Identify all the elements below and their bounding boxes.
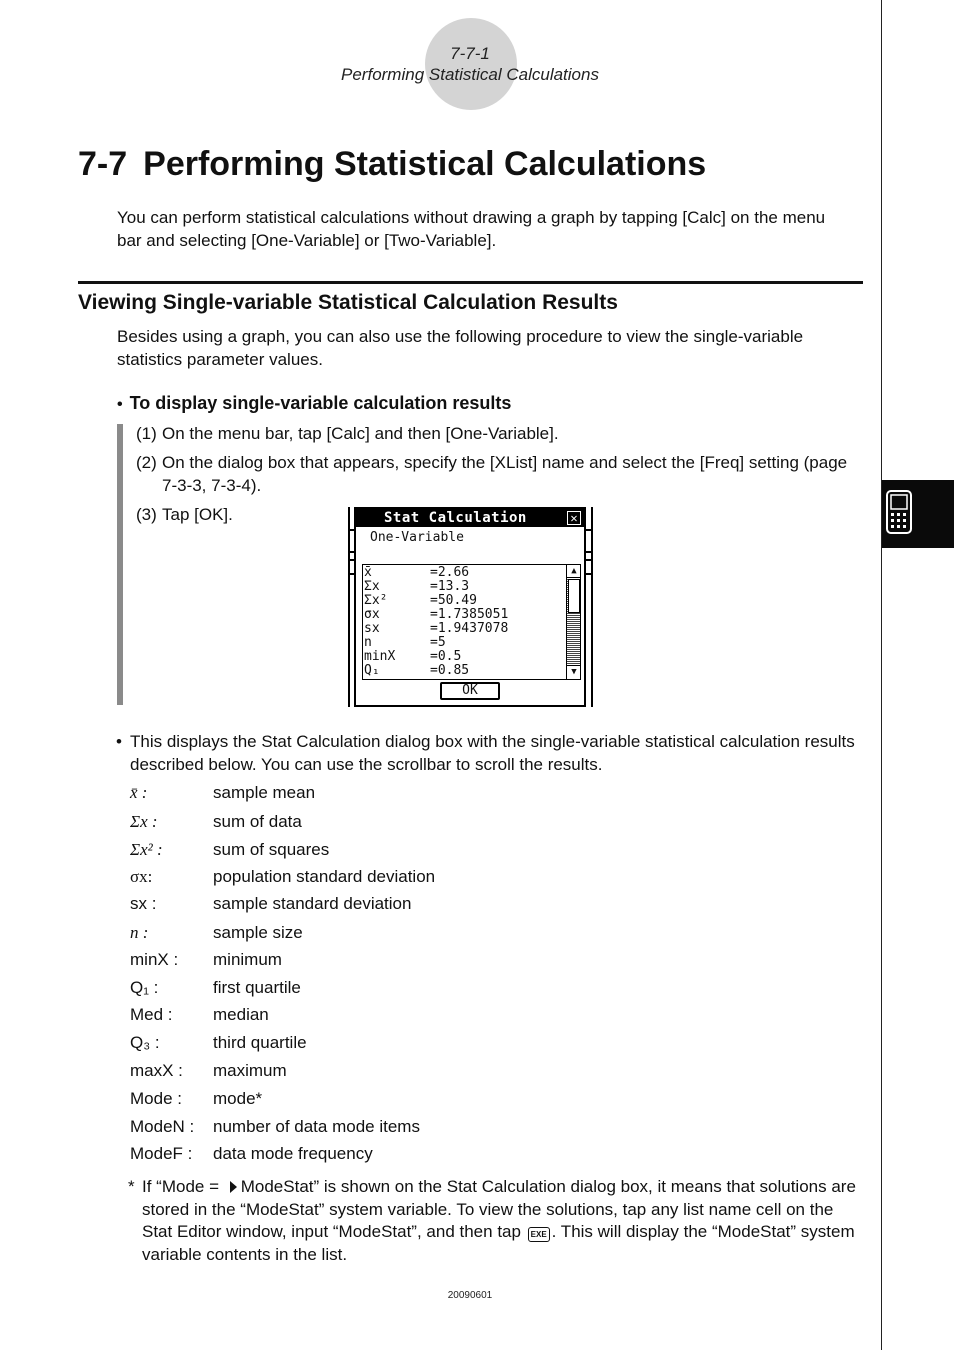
step-1: [136, 422, 856, 445]
definition-description: number of data mode items: [213, 1117, 420, 1136]
definition-symbol: σx:: [130, 867, 153, 886]
footer-code: 20090601: [447, 1290, 493, 1301]
close-icon[interactable]: ✕: [567, 511, 581, 525]
scrollbar[interactable]: [566, 565, 581, 679]
definition-row: [130, 1059, 830, 1083]
result-key: σx: [364, 607, 380, 622]
result-key: n: [364, 635, 372, 650]
definition-description: sum of data: [213, 812, 302, 831]
definition-row: [130, 1087, 830, 1111]
result-value: =50.49: [430, 593, 477, 608]
step-text: Tap [OK].: [162, 505, 233, 524]
result-key: minX: [364, 649, 396, 664]
step-2: [136, 451, 856, 497]
definition-description: first quartile: [213, 978, 301, 997]
definition-description: population standard deviation: [213, 867, 436, 886]
dialog-titlebar: [356, 509, 584, 527]
section-description: Besides using a graph, you can also use the following procedure to view the single-variable statistics parameter values.: [117, 327, 804, 369]
definition-description: mode*: [213, 1089, 263, 1108]
definition-symbol: maxX :: [130, 1061, 183, 1080]
scrollbar-thumb[interactable]: [568, 579, 580, 613]
scroll-down-icon[interactable]: ▼: [567, 665, 581, 678]
result-key: Σx²: [364, 593, 388, 608]
definition-description: sum of squares: [213, 840, 330, 859]
definition-row: [130, 1003, 830, 1027]
footnote-part-3: . This will display the “ModeStat” system variable contents in the list.: [142, 1222, 855, 1264]
definition-row: [130, 781, 830, 805]
footnote-part-2: ModeStat” is shown on the Stat Calculation dialog box, it means that solutions are stored in the “ModeStat” system variable. To view the solutions, tap any list name cell on the Stat Editor window, input “ModeStat”, and then tap: [142, 1177, 856, 1241]
chapter-title: [78, 145, 706, 184]
explanation-text: This displays the Stat Calculation dialog box with the single-variable statistical calculation results described below. You can use the scrollbar to scroll the results.: [130, 732, 855, 774]
results-list[interactable]: [362, 564, 581, 680]
definition-symbol: Q₁ :: [130, 978, 159, 997]
footnote-part-1: If “Mode =: [142, 1177, 224, 1196]
definition-row: [130, 810, 830, 834]
definition-description: sample size: [213, 923, 303, 942]
stat-calculation-dialog: [348, 507, 593, 707]
procedure-bar: [117, 424, 123, 705]
result-key: Q₁: [364, 663, 380, 678]
dialog-title: Stat Calculation: [384, 510, 527, 526]
definition-symbol: n :: [130, 923, 149, 942]
definition-symbol: sx :: [130, 894, 157, 913]
definition-symbol: Σx :: [130, 812, 158, 831]
step-3: [136, 503, 336, 526]
section-divider: [78, 281, 863, 284]
result-value: =0.85: [430, 663, 470, 678]
footnote-star: *: [128, 1177, 135, 1196]
bullet-glyph: •: [116, 732, 122, 751]
definition-description: sample mean: [213, 783, 316, 802]
result-value: =1.9437078: [430, 621, 509, 636]
definition-row: [130, 865, 830, 889]
definition-row: [130, 838, 830, 862]
calculator-icon: [886, 490, 912, 534]
procedure-title-text: To display single-variable calculation results: [129, 393, 512, 413]
definition-symbol: Med :: [130, 1005, 173, 1024]
definition-symbol: ModeN :: [130, 1117, 195, 1136]
ok-button[interactable]: OK: [440, 682, 500, 700]
definition-row: [130, 976, 830, 1000]
result-key: Σx: [364, 579, 380, 594]
definition-row: [130, 948, 830, 972]
dialog-subtitle: One-Variable: [370, 530, 464, 545]
definition-description: sample standard deviation: [213, 894, 412, 913]
definition-description: median: [213, 1005, 269, 1024]
page-number: 7-7-1: [450, 44, 490, 63]
definition-symbol: Σx² :: [130, 840, 163, 859]
definition-description: data mode frequency: [213, 1144, 373, 1163]
footnote-text: [142, 1176, 862, 1266]
chapter-title-text: Performing Statistical Calculations: [143, 145, 707, 183]
bullet-glyph: •: [117, 396, 123, 413]
exe-key-icon: EXE: [528, 1227, 550, 1242]
definition-symbol: ModeF :: [130, 1144, 193, 1163]
header-circle: [425, 18, 517, 110]
definition-description: third quartile: [213, 1033, 307, 1052]
definition-row: [130, 1115, 830, 1139]
definition-symbol: minX :: [130, 950, 179, 969]
result-value: =0.5: [430, 649, 462, 664]
definition-description: maximum: [213, 1061, 287, 1080]
definition-row: [130, 1142, 830, 1166]
result-key: sx: [364, 621, 380, 636]
definition-symbol: x̄ :: [130, 783, 148, 802]
step-number: (2): [136, 453, 157, 472]
definition-symbol: Mode :: [130, 1089, 182, 1108]
step-text: On the menu bar, tap [Calc] and then [One-Variable].: [162, 424, 559, 443]
definition-row: [130, 1031, 830, 1055]
step-number: (1): [136, 424, 157, 443]
step-number: (3): [136, 505, 157, 524]
definition-description: minimum: [213, 950, 282, 969]
step-text: On the dialog box that appears, specify the [XList] name and select the [Freq] setting (page 7-3-3, 7-3-4).: [162, 453, 848, 495]
result-key: x̄: [364, 565, 372, 580]
intro-paragraph: You can perform statistical calculations without drawing a graph by tapping [Calc] on the menu bar and selecting [One-Variable] or [Two-Variable].: [117, 208, 826, 250]
result-value: =2.66: [430, 565, 470, 580]
page-margin-rule: [881, 0, 882, 1350]
play-triangle-icon: [230, 1181, 237, 1193]
chapter-number: 7-7: [78, 145, 128, 183]
scroll-up-icon[interactable]: ▲: [567, 565, 581, 578]
definition-row: [130, 921, 830, 945]
definition-row: [130, 892, 830, 916]
running-title: Performing Statistical Calculations: [341, 65, 599, 84]
result-value: =5: [430, 635, 446, 650]
result-value: =1.7385051: [430, 607, 509, 622]
section-title: Viewing Single-variable Statistical Calculation Results: [78, 291, 618, 314]
result-value: =13.3: [430, 579, 470, 594]
procedure-title: [117, 393, 511, 414]
dialog-box: [354, 507, 586, 707]
definition-symbol: Q₃ :: [130, 1033, 160, 1052]
